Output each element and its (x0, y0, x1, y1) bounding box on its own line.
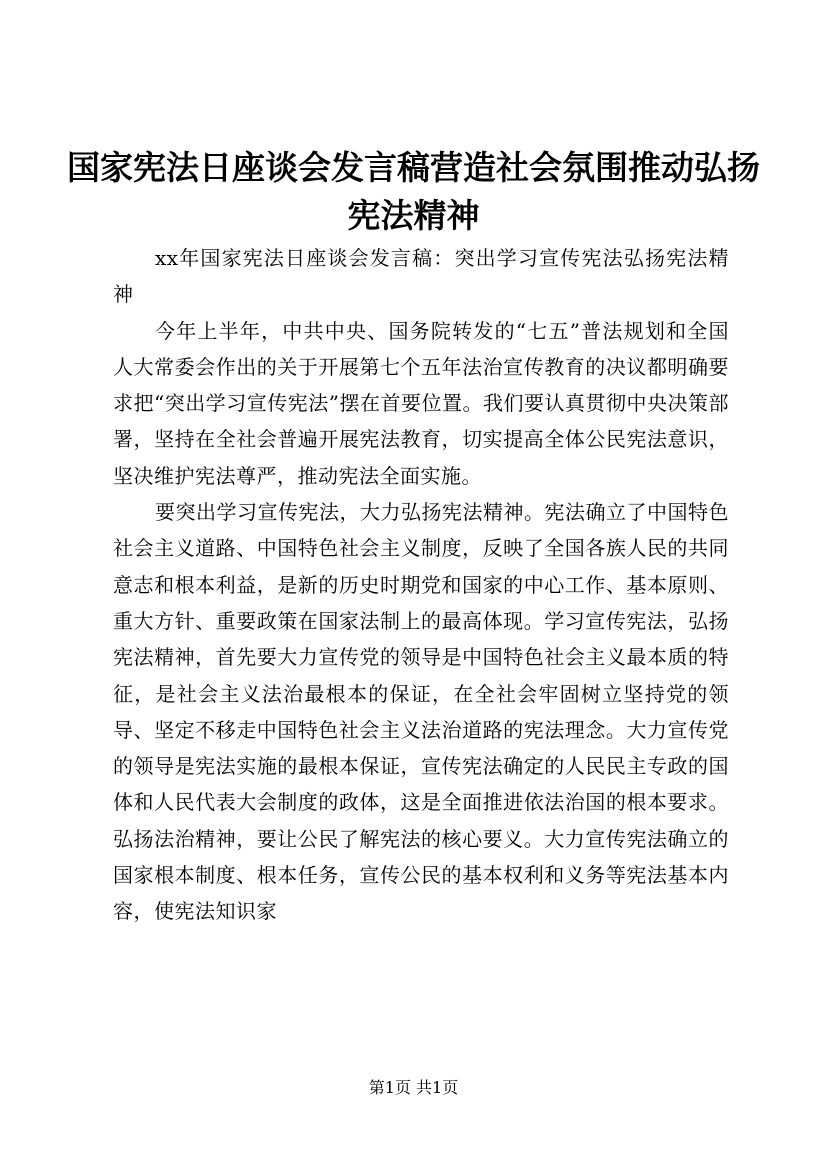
paragraph-2: 要突出学习宣传宪法，大力弘扬宪法精神。宪法确立了中国特色社会主义道路、中国特色社会主义制度，反映了全国各族人民的共同意志和根本利益，是新的历史时期党和国家的中心工作、基本原则、重大方针、重要政策在国家法制上的最高体现。学习宣传宪法，弘扬宪法精神，首先要大力宣传党的领导是中国特色社会主义最本质的特征，是社会主义法治最根本的保证，在全社会牢固树立坚持党的领导、坚定不移走中国特色社会主义法治道路的宪法理念。大力宣传党的领导是宪法实施的最根本保证，宣传宪法确定的人民民主专政的国体和人民代表大会制度的政体，这是全面推进依法治国的根本要求。弘扬法治精神，要让公民了解宪法的核心要义。大力宣传宪法确立的国家根本制度、根本任务，宣传公民的基本权利和义务等宪法基本内容，使宪法知识家 (113, 500, 729, 924)
document-title: 国家宪法日座谈会发言稿营造社会氛围推动弘扬宪法精神 (67, 148, 760, 235)
paragraph-subtitle: xx年国家宪法日座谈会发言稿：突出学习宣传宪法弘扬宪法精神 (113, 246, 729, 307)
paragraph-1: 今年上半年，中共中央、国务院转发的“七五”普法规划和全国人大常委会作出的关于开展第七个五年法治宣传教育的决议都明确要求把“突出学习宣传宪法”摆在首要位置。我们要认真贯彻中央决策部署，坚持在全社会普遍开展宪法教育，切实提高全体公民宪法意识，坚决维护宪法尊严，推动宪法全面实施。 (113, 318, 729, 488)
page-footer: 第1页 共1页 (368, 1078, 459, 1097)
document-body (113, 240, 729, 930)
